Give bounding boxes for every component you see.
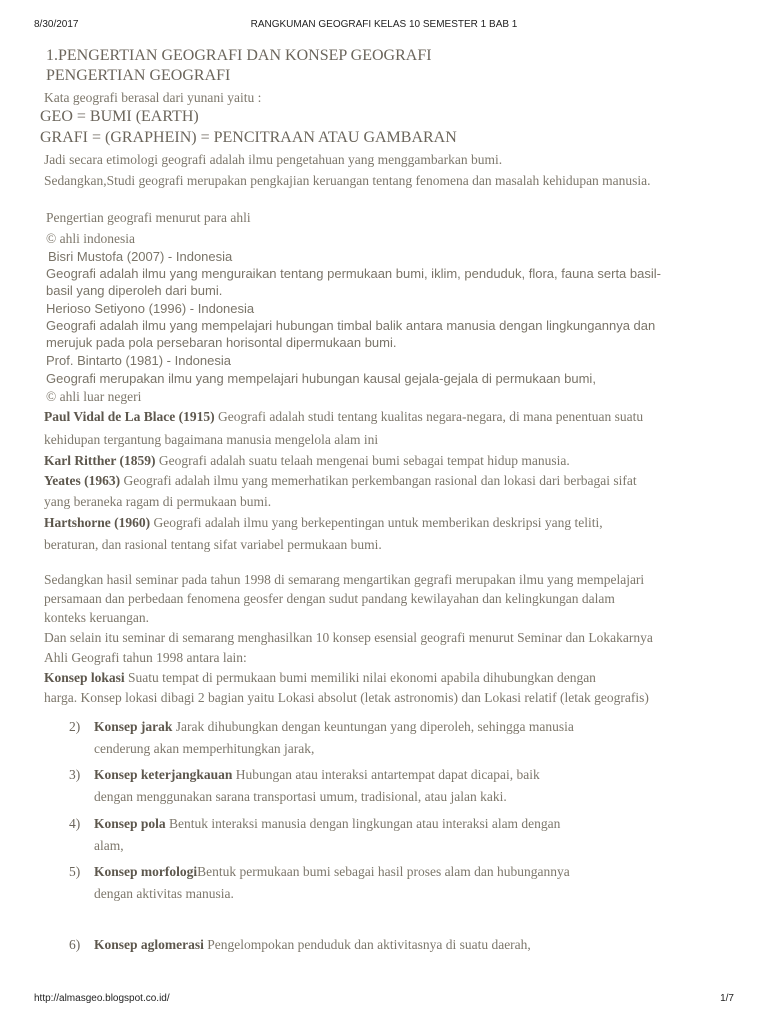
intro-line-1: Kata geografi berasal dari yunani yaitu :: [44, 90, 262, 105]
page-number: 1/7: [720, 993, 734, 1004]
concept-line: [94, 816, 560, 832]
foreign-expert-line: [44, 515, 603, 531]
seminar-text: Dan selain itu seminar di semarang menghasilkan 10 konsep esensial geografi menurut Seminar dan Lokakarnya: [44, 630, 653, 645]
concept-text: Suatu tempat di permukaan bumi memiliki nilai ekonomi apabila dihubungkan dengan: [124, 670, 596, 685]
concept-line: [94, 864, 570, 880]
expert-name: Bisri Mustofa (2007) - Indonesia: [48, 249, 233, 264]
concept-text: alam,: [94, 838, 124, 853]
concept-text: Bentuk permukaan bumi sebagai hasil proses alam dan hubungannya: [197, 864, 570, 879]
expert-text: yang beraneka ragam di permukaan bumi.: [44, 494, 272, 509]
concept-text: Jarak dihubungkan dengan keuntungan yang diperoleh, sehingga manusia: [172, 719, 574, 734]
list-number: 5): [69, 864, 81, 879]
expert-text: beraturan, dan rasional tentang sifat variabel permukaan bumi.: [44, 537, 382, 552]
expert-name: Prof. Bintarto (1981) - Indonesia: [46, 353, 231, 368]
seminar-text: persamaan dan perbedaan fenomena geosfer dengan sudut pandang kewilayahan dan kelingkungan dalam: [44, 591, 615, 606]
expert-text: Geografi merupakan ilmu yang mempelajari hubungan kausal gejala-gejala di permukaan bumi,: [46, 371, 596, 386]
expert-name: Yeates (1963): [44, 473, 121, 488]
expert-name: Hartshorne (1960): [44, 515, 151, 530]
concept-name: Konsep pola: [94, 816, 166, 831]
indonesia-label: © ahli indonesia: [46, 231, 135, 246]
intro-line-3: Sedangkan,Studi geografi merupakan pengkajian keruangan tentang fenomena dan masalah kehidupan manusia.: [44, 173, 651, 188]
concept-name: Konsep jarak: [94, 719, 173, 734]
expert-text: Geografi adalah suatu telaah mengenai bumi sebagai tempat hidup manusia.: [155, 453, 570, 468]
seminar-text: Ahli Geografi tahun 1998 antara lain:: [44, 650, 247, 665]
main-heading: 1.PENGERTIAN GEOGRAFI DAN KONSEP GEOGRAFI: [46, 47, 432, 64]
experts-title: Pengertian geografi menurut para ahli: [46, 210, 251, 225]
list-number: 6): [69, 937, 81, 952]
concept-text: Bentuk interaksi manusia dengan lingkungan atau interaksi alam dengan: [165, 816, 561, 831]
foreign-label: © ahli luar negeri: [46, 389, 142, 404]
expert-text: kehidupan tergantung bagaimana manusia mengelola alam ini: [44, 432, 379, 447]
concept-text: harga. Konsep lokasi dibagi 2 bagian yaitu Lokasi absolut (letak astronomis) dan Lokasi relatif (letak geografis): [44, 690, 649, 705]
expert-text: basil yang diperoleh dari bumi.: [46, 283, 223, 298]
list-number: 3): [69, 767, 81, 782]
grafi-definition: GRAFI = (GRAPHEIN) = PENCITRAAN ATAU GAMBARAN: [40, 129, 457, 146]
concept-text: cenderung akan memperhitungkan jarak,: [94, 741, 315, 756]
concept-line: [94, 937, 531, 953]
expert-text: Geografi adalah studi tentang kualitas negara-negara, di mana penentuan suatu: [214, 409, 644, 424]
list-number: 2): [69, 719, 81, 734]
seminar-text: Sedangkan hasil seminar pada tahun 1998 di semarang mengartikan gegrafi merupakan ilmu yang mempelajari: [44, 572, 645, 587]
expert-text: merujuk pada pola persebaran horisontal dipermukaan bumi.: [46, 335, 397, 350]
concept-name: Konsep keterjangkauan: [94, 767, 233, 782]
expert-name: Karl Ritther (1859): [44, 453, 156, 468]
concept-text: dengan menggunakan sarana transportasi umum, tradisional, atau jalan kaki.: [94, 789, 507, 804]
foreign-expert-line: [44, 473, 637, 489]
concept-name: Konsep morfologi: [94, 864, 198, 879]
expert-text: Geografi adalah ilmu yang mempelajari hubungan timbal balik antara manusia dengan lingkungannya dan: [46, 318, 656, 333]
print-date: 8/30/2017: [34, 19, 79, 30]
expert-text: Geografi adalah ilmu yang memerhatikan perkembangan rasional dan lokasi dari berbagai sifat: [120, 473, 637, 488]
concept-text: Hubungan atau interaksi antartempat dapat dicapai, baik: [232, 767, 540, 782]
concept-text: dengan aktivitas manusia.: [94, 886, 234, 901]
concept-name: Konsep lokasi: [44, 670, 125, 685]
expert-name: Paul Vidal de La Blace (1915): [44, 409, 215, 424]
expert-text: Geografi adalah ilmu yang berkepentingan untuk memberikan deskripsi yang teliti,: [150, 515, 603, 530]
concept-line: [94, 719, 574, 735]
list-number: 4): [69, 816, 81, 831]
geo-definition: GEO = BUMI (EARTH): [40, 108, 199, 125]
seminar-text: konteks keruangan.: [44, 610, 149, 625]
concept-text: Pengelompokan penduduk dan aktivitasnya di suatu daerah,: [203, 937, 531, 952]
foreign-expert-line: [44, 453, 570, 469]
foreign-expert-line: [44, 409, 643, 425]
concept-line: [94, 767, 540, 783]
expert-name: Herioso Setiyono (1996) - Indonesia: [46, 301, 255, 316]
expert-text: Geografi adalah ilmu yang menguraikan tentang permukaan bumi, iklim, penduduk, flora, fauna serta basil-: [46, 266, 661, 281]
print-title: RANGKUMAN GEOGRAFI KELAS 10 SEMESTER 1 BAB 1: [250, 19, 518, 30]
concept-name: Konsep aglomerasi: [94, 937, 204, 952]
sub-heading: PENGERTIAN GEOGRAFI: [46, 67, 231, 84]
footer-url[interactable]: http://almasgeo.blogspot.co.id/: [34, 993, 170, 1004]
intro-line-2: Jadi secara etimologi geografi adalah ilmu pengetahuan yang menggambarkan bumi.: [44, 152, 503, 167]
concept-line: [44, 670, 596, 686]
